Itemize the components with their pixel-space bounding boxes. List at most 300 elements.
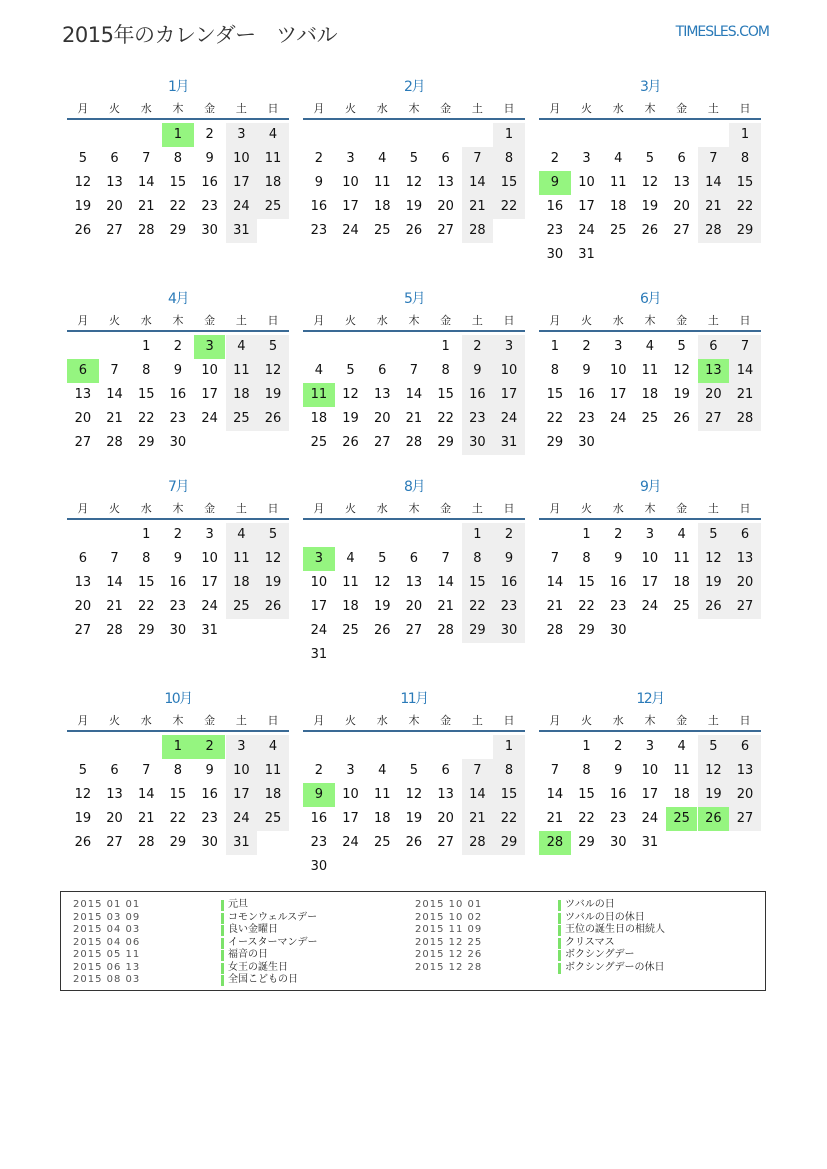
- day-cell[interactable]: 28: [137, 223, 155, 238]
- day-cell[interactable]: 22: [437, 411, 454, 426]
- day-cell[interactable]: 12: [405, 787, 423, 802]
- day-cell[interactable]: 30: [546, 247, 564, 262]
- day-cell[interactable]: 24: [493, 407, 525, 431]
- holiday-day-cell[interactable]: 13: [698, 359, 730, 383]
- day-cell[interactable]: 14: [106, 387, 123, 402]
- day-cell[interactable]: 21: [137, 811, 155, 826]
- day-cell[interactable]: 7: [462, 759, 494, 783]
- day-cell[interactable]: 27: [106, 835, 123, 850]
- day-cell[interactable]: 23: [546, 223, 564, 238]
- day-cell[interactable]: 7: [110, 363, 119, 378]
- day-cell[interactable]: 5: [378, 551, 387, 566]
- day-cell[interactable]: 15: [578, 787, 595, 802]
- day-cell[interactable]: 19: [342, 411, 359, 426]
- day-cell[interactable]: 4: [677, 527, 686, 542]
- day-cell[interactable]: 22: [137, 599, 155, 614]
- day-cell[interactable]: 24: [342, 835, 359, 850]
- day-cell[interactable]: 20: [437, 199, 454, 214]
- day-cell[interactable]: 15: [493, 171, 525, 195]
- day-cell[interactable]: 7: [550, 763, 559, 778]
- day-cell[interactable]: 19: [257, 571, 289, 595]
- day-cell[interactable]: 18: [310, 411, 328, 426]
- day-cell[interactable]: 28: [137, 835, 155, 850]
- day-cell[interactable]: 13: [673, 175, 690, 190]
- holiday-day-cell[interactable]: 26: [698, 807, 730, 831]
- day-cell[interactable]: 2: [614, 739, 623, 754]
- day-cell[interactable]: 30: [609, 835, 627, 850]
- day-cell[interactable]: 17: [342, 811, 359, 826]
- day-cell[interactable]: 30: [462, 431, 494, 455]
- day-cell[interactable]: 15: [493, 783, 525, 807]
- day-cell[interactable]: 24: [226, 807, 258, 831]
- day-cell[interactable]: 24: [226, 195, 258, 219]
- day-cell[interactable]: 26: [673, 411, 690, 426]
- day-cell[interactable]: 8: [441, 363, 450, 378]
- day-cell[interactable]: 12: [405, 175, 423, 190]
- day-cell[interactable]: 8: [173, 151, 183, 166]
- day-cell[interactable]: 27: [673, 223, 690, 238]
- day-cell[interactable]: 27: [74, 435, 92, 450]
- day-cell[interactable]: 12: [257, 359, 289, 383]
- day-cell[interactable]: 27: [437, 835, 454, 850]
- holiday-day-cell[interactable]: 2: [194, 735, 226, 759]
- day-cell[interactable]: 10: [609, 363, 627, 378]
- day-cell[interactable]: 9: [614, 551, 623, 566]
- day-cell[interactable]: 20: [405, 599, 423, 614]
- day-cell[interactable]: 18: [226, 383, 258, 407]
- day-cell[interactable]: 8: [582, 763, 591, 778]
- day-cell[interactable]: 25: [257, 807, 289, 831]
- holiday-day-cell[interactable]: 3: [303, 547, 335, 571]
- day-cell[interactable]: 5: [677, 339, 686, 354]
- day-cell[interactable]: 17: [641, 575, 659, 590]
- day-cell[interactable]: 16: [578, 387, 595, 402]
- day-cell[interactable]: 6: [78, 551, 87, 566]
- day-cell[interactable]: 5: [78, 763, 87, 778]
- day-cell[interactable]: 14: [546, 787, 564, 802]
- day-cell[interactable]: 21: [546, 599, 564, 614]
- day-cell[interactable]: 14: [462, 783, 494, 807]
- day-cell[interactable]: 2: [582, 339, 591, 354]
- day-cell[interactable]: 26: [641, 223, 659, 238]
- day-cell[interactable]: 30: [201, 835, 218, 850]
- day-cell[interactable]: 5: [78, 151, 87, 166]
- day-cell[interactable]: 10: [641, 763, 659, 778]
- day-cell[interactable]: 6: [409, 551, 419, 566]
- day-cell[interactable]: 6: [729, 735, 761, 759]
- day-cell[interactable]: 12: [641, 175, 659, 190]
- holiday-day-cell[interactable]: 9: [303, 783, 335, 807]
- day-cell[interactable]: 25: [226, 595, 258, 619]
- brand-logo-text[interactable]: TIMESLES.COM: [675, 24, 769, 40]
- day-cell[interactable]: 11: [257, 759, 289, 783]
- day-cell[interactable]: 7: [142, 151, 151, 166]
- day-cell[interactable]: 4: [226, 335, 258, 359]
- day-cell[interactable]: 17: [201, 387, 218, 402]
- day-cell[interactable]: 22: [546, 411, 564, 426]
- day-cell[interactable]: 17: [201, 575, 218, 590]
- holiday-day-cell[interactable]: 1: [162, 123, 194, 147]
- day-cell[interactable]: 19: [641, 199, 659, 214]
- day-cell[interactable]: 10: [342, 787, 359, 802]
- day-cell[interactable]: 17: [578, 199, 595, 214]
- day-cell[interactable]: 4: [314, 363, 323, 378]
- day-cell[interactable]: 20: [74, 599, 92, 614]
- day-cell[interactable]: 8: [729, 147, 761, 171]
- day-cell[interactable]: 13: [373, 387, 391, 402]
- day-cell[interactable]: 13: [405, 575, 423, 590]
- day-cell[interactable]: 21: [137, 199, 155, 214]
- day-cell[interactable]: 16: [169, 575, 187, 590]
- day-cell[interactable]: 16: [546, 199, 564, 214]
- day-cell[interactable]: 4: [378, 763, 387, 778]
- day-cell[interactable]: 28: [106, 435, 123, 450]
- day-cell[interactable]: 15: [437, 387, 454, 402]
- day-cell[interactable]: 22: [578, 811, 595, 826]
- day-cell[interactable]: 20: [729, 783, 761, 807]
- day-cell[interactable]: 2: [173, 527, 183, 542]
- day-cell[interactable]: 26: [373, 623, 391, 638]
- day-cell[interactable]: 18: [373, 811, 391, 826]
- day-cell[interactable]: 28: [437, 623, 454, 638]
- day-cell[interactable]: 21: [106, 599, 123, 614]
- day-cell[interactable]: 21: [437, 599, 454, 614]
- holiday-day-cell[interactable]: 9: [539, 171, 571, 195]
- day-cell[interactable]: 23: [493, 595, 525, 619]
- day-cell[interactable]: 22: [169, 811, 187, 826]
- day-cell[interactable]: 15: [546, 387, 564, 402]
- day-cell[interactable]: 23: [310, 835, 328, 850]
- day-cell[interactable]: 1: [729, 123, 761, 147]
- day-cell[interactable]: 28: [405, 435, 423, 450]
- day-cell[interactable]: 2: [462, 335, 494, 359]
- day-cell[interactable]: 17: [641, 787, 659, 802]
- day-cell[interactable]: 22: [462, 595, 494, 619]
- day-cell[interactable]: 3: [645, 739, 655, 754]
- day-cell[interactable]: 17: [493, 383, 525, 407]
- day-cell[interactable]: 23: [201, 199, 218, 214]
- day-cell[interactable]: 10: [226, 759, 258, 783]
- day-cell[interactable]: 17: [609, 387, 627, 402]
- day-cell[interactable]: 5: [645, 151, 655, 166]
- day-cell[interactable]: 26: [257, 407, 289, 431]
- day-cell[interactable]: 2: [173, 339, 183, 354]
- day-cell[interactable]: 17: [226, 783, 258, 807]
- day-cell[interactable]: 29: [578, 835, 595, 850]
- day-cell[interactable]: 29: [462, 619, 494, 643]
- day-cell[interactable]: 5: [257, 523, 289, 547]
- holiday-day-cell[interactable]: 28: [539, 831, 571, 855]
- day-cell[interactable]: 23: [462, 407, 494, 431]
- day-cell[interactable]: 6: [378, 363, 387, 378]
- day-cell[interactable]: 29: [493, 831, 525, 855]
- day-cell[interactable]: 3: [614, 339, 623, 354]
- day-cell[interactable]: 5: [409, 763, 419, 778]
- day-cell[interactable]: 12: [257, 547, 289, 571]
- day-cell[interactable]: 28: [462, 219, 494, 243]
- day-cell[interactable]: 21: [462, 807, 494, 831]
- day-cell[interactable]: 18: [257, 783, 289, 807]
- day-cell[interactable]: 20: [729, 571, 761, 595]
- day-cell[interactable]: 2: [614, 527, 623, 542]
- day-cell[interactable]: 25: [373, 835, 391, 850]
- day-cell[interactable]: 19: [698, 571, 730, 595]
- day-cell[interactable]: 5: [698, 523, 730, 547]
- day-cell[interactable]: 27: [405, 623, 423, 638]
- day-cell[interactable]: 15: [169, 175, 187, 190]
- day-cell[interactable]: 30: [169, 435, 187, 450]
- day-cell[interactable]: 10: [201, 363, 218, 378]
- day-cell[interactable]: 9: [614, 763, 623, 778]
- day-cell[interactable]: 17: [342, 199, 359, 214]
- day-cell[interactable]: 29: [169, 835, 187, 850]
- day-cell[interactable]: 5: [698, 735, 730, 759]
- day-cell[interactable]: 9: [205, 763, 214, 778]
- day-cell[interactable]: 21: [729, 383, 761, 407]
- day-cell[interactable]: 12: [673, 363, 690, 378]
- day-cell[interactable]: 28: [106, 623, 123, 638]
- day-cell[interactable]: 15: [137, 575, 155, 590]
- day-cell[interactable]: 21: [546, 811, 564, 826]
- day-cell[interactable]: 1: [493, 123, 525, 147]
- day-cell[interactable]: 23: [578, 411, 595, 426]
- day-cell[interactable]: 24: [201, 599, 218, 614]
- day-cell[interactable]: 19: [257, 383, 289, 407]
- day-cell[interactable]: 7: [698, 147, 730, 171]
- day-cell[interactable]: 1: [441, 339, 450, 354]
- day-cell[interactable]: 20: [106, 811, 123, 826]
- day-cell[interactable]: 24: [578, 223, 595, 238]
- day-cell[interactable]: 27: [698, 407, 730, 431]
- day-cell[interactable]: 31: [226, 219, 258, 243]
- day-cell[interactable]: 3: [226, 123, 258, 147]
- day-cell[interactable]: 29: [437, 435, 454, 450]
- day-cell[interactable]: 8: [493, 147, 525, 171]
- day-cell[interactable]: 21: [405, 411, 423, 426]
- day-cell[interactable]: 18: [673, 787, 690, 802]
- day-cell[interactable]: 3: [346, 151, 355, 166]
- day-cell[interactable]: 19: [373, 599, 391, 614]
- holiday-day-cell[interactable]: 25: [666, 807, 698, 831]
- day-cell[interactable]: 25: [609, 223, 627, 238]
- day-cell[interactable]: 29: [169, 223, 187, 238]
- day-cell[interactable]: 4: [346, 551, 355, 566]
- day-cell[interactable]: 17: [226, 171, 258, 195]
- day-cell[interactable]: 27: [729, 595, 761, 619]
- day-cell[interactable]: 3: [493, 335, 525, 359]
- day-cell[interactable]: 26: [342, 435, 359, 450]
- day-cell[interactable]: 29: [137, 623, 155, 638]
- day-cell[interactable]: 31: [493, 431, 525, 455]
- day-cell[interactable]: 28: [698, 219, 730, 243]
- day-cell[interactable]: 9: [205, 151, 214, 166]
- day-cell[interactable]: 26: [698, 595, 730, 619]
- day-cell[interactable]: 27: [106, 223, 123, 238]
- day-cell[interactable]: 28: [729, 407, 761, 431]
- day-cell[interactable]: 30: [201, 223, 218, 238]
- day-cell[interactable]: 25: [373, 223, 391, 238]
- day-cell[interactable]: 17: [310, 599, 328, 614]
- day-cell[interactable]: 2: [550, 151, 559, 166]
- day-cell[interactable]: 30: [493, 619, 525, 643]
- day-cell[interactable]: 4: [257, 735, 289, 759]
- day-cell[interactable]: 7: [462, 147, 494, 171]
- day-cell[interactable]: 6: [110, 151, 119, 166]
- day-cell[interactable]: 10: [310, 575, 328, 590]
- day-cell[interactable]: 16: [462, 383, 494, 407]
- day-cell[interactable]: 3: [582, 151, 591, 166]
- day-cell[interactable]: 6: [677, 151, 686, 166]
- day-cell[interactable]: 14: [546, 575, 564, 590]
- day-cell[interactable]: 27: [729, 807, 761, 831]
- day-cell[interactable]: 11: [673, 551, 690, 566]
- day-cell[interactable]: 22: [169, 199, 187, 214]
- day-cell[interactable]: 18: [609, 199, 627, 214]
- day-cell[interactable]: 1: [550, 339, 559, 354]
- day-cell[interactable]: 16: [310, 811, 328, 826]
- day-cell[interactable]: 12: [698, 759, 730, 783]
- day-cell[interactable]: 5: [346, 363, 355, 378]
- day-cell[interactable]: 20: [698, 383, 730, 407]
- day-cell[interactable]: 16: [201, 175, 218, 190]
- day-cell[interactable]: 13: [437, 175, 454, 190]
- day-cell[interactable]: 27: [74, 623, 92, 638]
- day-cell[interactable]: 16: [169, 387, 187, 402]
- day-cell[interactable]: 28: [546, 623, 564, 638]
- day-cell[interactable]: 9: [493, 547, 525, 571]
- day-cell[interactable]: 20: [74, 411, 92, 426]
- day-cell[interactable]: 7: [409, 363, 419, 378]
- day-cell[interactable]: 4: [614, 151, 623, 166]
- day-cell[interactable]: 11: [673, 763, 690, 778]
- day-cell[interactable]: 16: [609, 575, 627, 590]
- day-cell[interactable]: 13: [729, 547, 761, 571]
- day-cell[interactable]: 20: [373, 411, 391, 426]
- day-cell[interactable]: 31: [201, 623, 218, 638]
- day-cell[interactable]: 10: [342, 175, 359, 190]
- day-cell[interactable]: 1: [582, 527, 591, 542]
- day-cell[interactable]: 16: [609, 787, 627, 802]
- day-cell[interactable]: 14: [106, 575, 123, 590]
- day-cell[interactable]: 19: [405, 199, 423, 214]
- day-cell[interactable]: 14: [462, 171, 494, 195]
- day-cell[interactable]: 26: [257, 595, 289, 619]
- day-cell[interactable]: 18: [373, 199, 391, 214]
- day-cell[interactable]: 8: [462, 547, 494, 571]
- day-cell[interactable]: 11: [373, 787, 391, 802]
- day-cell[interactable]: 6: [441, 763, 450, 778]
- day-cell[interactable]: 9: [314, 175, 323, 190]
- day-cell[interactable]: 18: [673, 575, 690, 590]
- day-cell[interactable]: 26: [74, 223, 92, 238]
- day-cell[interactable]: 23: [310, 223, 328, 238]
- day-cell[interactable]: 4: [677, 739, 686, 754]
- day-cell[interactable]: 29: [578, 623, 595, 638]
- day-cell[interactable]: 11: [342, 575, 359, 590]
- day-cell[interactable]: 24: [641, 811, 659, 826]
- day-cell[interactable]: 4: [378, 151, 387, 166]
- day-cell[interactable]: 5: [409, 151, 419, 166]
- day-cell[interactable]: 26: [74, 835, 92, 850]
- day-cell[interactable]: 7: [441, 551, 450, 566]
- day-cell[interactable]: 10: [201, 551, 218, 566]
- day-cell[interactable]: 16: [201, 787, 218, 802]
- day-cell[interactable]: 3: [205, 527, 214, 542]
- day-cell[interactable]: 20: [673, 199, 690, 214]
- day-cell[interactable]: 1: [493, 735, 525, 759]
- day-cell[interactable]: 10: [226, 147, 258, 171]
- day-cell[interactable]: 29: [729, 219, 761, 243]
- day-cell[interactable]: 19: [698, 783, 730, 807]
- day-cell[interactable]: 18: [342, 599, 359, 614]
- day-cell[interactable]: 10: [641, 551, 659, 566]
- day-cell[interactable]: 27: [373, 435, 391, 450]
- day-cell[interactable]: 13: [74, 387, 92, 402]
- day-cell[interactable]: 19: [673, 387, 690, 402]
- day-cell[interactable]: 29: [546, 435, 564, 450]
- day-cell[interactable]: 23: [609, 599, 627, 614]
- day-cell[interactable]: 6: [698, 335, 730, 359]
- holiday-day-cell[interactable]: 6: [67, 359, 99, 383]
- day-cell[interactable]: 22: [493, 807, 525, 831]
- day-cell[interactable]: 26: [405, 223, 423, 238]
- day-cell[interactable]: 5: [257, 335, 289, 359]
- day-cell[interactable]: 10: [493, 359, 525, 383]
- day-cell[interactable]: 24: [342, 223, 359, 238]
- day-cell[interactable]: 13: [106, 787, 123, 802]
- day-cell[interactable]: 23: [609, 811, 627, 826]
- day-cell[interactable]: 16: [493, 571, 525, 595]
- holiday-day-cell[interactable]: 1: [162, 735, 194, 759]
- day-cell[interactable]: 8: [142, 363, 151, 378]
- day-cell[interactable]: 12: [698, 547, 730, 571]
- day-cell[interactable]: 25: [641, 411, 659, 426]
- day-cell[interactable]: 3: [226, 735, 258, 759]
- day-cell[interactable]: 11: [373, 175, 391, 190]
- day-cell[interactable]: 24: [201, 411, 218, 426]
- day-cell[interactable]: 21: [462, 195, 494, 219]
- day-cell[interactable]: 11: [641, 363, 659, 378]
- day-cell[interactable]: 18: [641, 387, 659, 402]
- day-cell[interactable]: 31: [578, 247, 595, 262]
- day-cell[interactable]: 9: [582, 363, 591, 378]
- day-cell[interactable]: 1: [582, 739, 591, 754]
- day-cell[interactable]: 20: [106, 199, 123, 214]
- day-cell[interactable]: 22: [493, 195, 525, 219]
- day-cell[interactable]: 8: [550, 363, 559, 378]
- day-cell[interactable]: 1: [142, 527, 151, 542]
- day-cell[interactable]: 12: [74, 175, 92, 190]
- day-cell[interactable]: 25: [342, 623, 359, 638]
- day-cell[interactable]: 25: [226, 407, 258, 431]
- holiday-day-cell[interactable]: 3: [194, 335, 226, 359]
- day-cell[interactable]: 30: [310, 859, 328, 874]
- day-cell[interactable]: 12: [373, 575, 391, 590]
- day-cell[interactable]: 24: [641, 599, 659, 614]
- day-cell[interactable]: 7: [142, 763, 151, 778]
- day-cell[interactable]: 12: [342, 387, 359, 402]
- day-cell[interactable]: 24: [609, 411, 627, 426]
- day-cell[interactable]: 2: [314, 151, 323, 166]
- day-cell[interactable]: 6: [441, 151, 450, 166]
- day-cell[interactable]: 14: [137, 787, 155, 802]
- day-cell[interactable]: 11: [257, 147, 289, 171]
- day-cell[interactable]: 31: [226, 831, 258, 855]
- day-cell[interactable]: 12: [74, 787, 92, 802]
- day-cell[interactable]: 16: [310, 199, 328, 214]
- day-cell[interactable]: 19: [405, 811, 423, 826]
- day-cell[interactable]: 1: [142, 339, 151, 354]
